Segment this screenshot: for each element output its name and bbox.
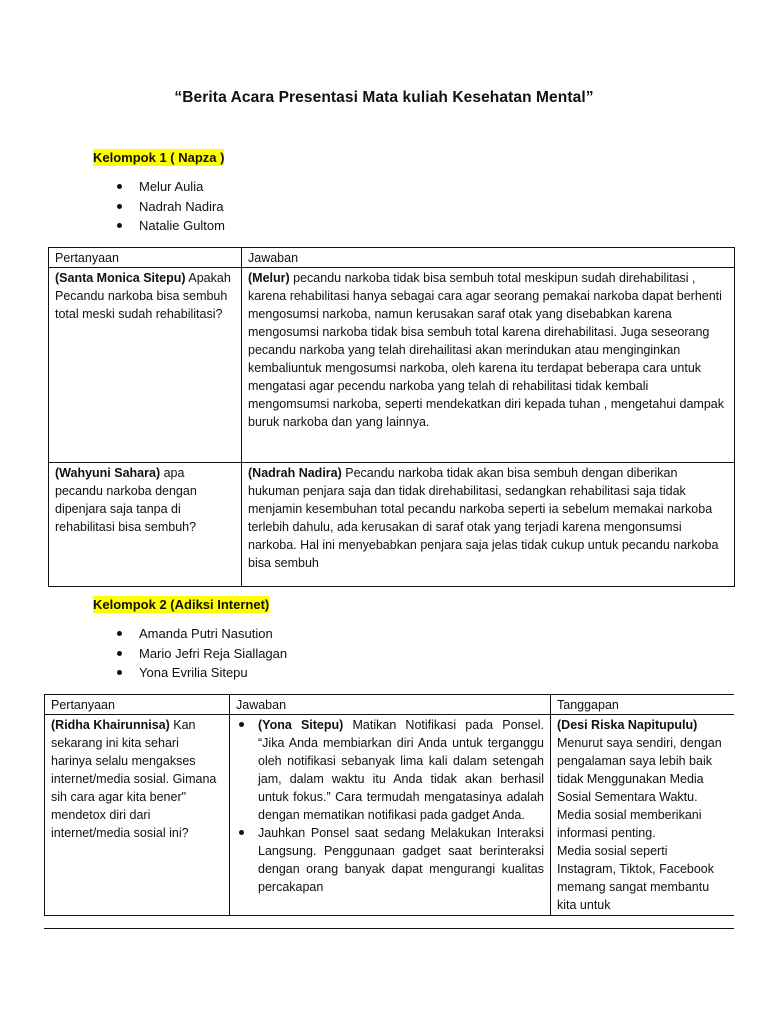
questioner-name: (Wahyuni Sahara)	[55, 466, 161, 480]
group2-member-list	[115, 624, 287, 683]
question-cell	[49, 268, 242, 463]
answer-text: pecandu narkoba tidak bisa sembuh total meskipun sudah direhabilitasi , karena rehabilitasi hanya sebagai cara agar seorang pemakai narkoba dapat berhenti mengosumsi narkoba, namun kerusakan saraf otak yang disebabkan karena mengosumsi narkoba tidak bisa sembuh total karena direhabilitasi. Juga seseorang pecandu narkoba yang telah direhailitasi akan merindukan atau menginginkan kembaliuntuk mengosumsi narkoba, oleh karena itu terdapat beberapa cara untuk mengatasi agar pecendu narkoba yang telah di rehabilitasi tidak kembali mengomsumsi narkoba, seperti mendekatkan diri kepada tuhan , mengetahui dampak buruk narkoba dan yang lainnya.	[248, 271, 724, 429]
document-title: “Berita Acara Presentasi Mata kuliah Kesehatan Mental”	[174, 89, 594, 106]
table-header-row	[45, 695, 735, 715]
responder-name: (Desi Riska Napitupulu)	[557, 718, 698, 732]
group1-table	[48, 247, 735, 587]
list-item: Nadrah Nadira	[115, 197, 225, 217]
table-header-row	[49, 248, 735, 268]
group2-heading	[93, 597, 269, 612]
answerer-name: (Yona Sitepu)	[258, 718, 344, 732]
answer-cell	[242, 268, 735, 463]
response-cell	[551, 715, 735, 916]
response-text: Menurut saya sendiri, dengan pengalaman saya lebih baik	[557, 736, 722, 768]
question-text: apa pecandu narkoba dengan dipenjara saja tanpa di rehabilitasi bisa sembuh?	[55, 466, 197, 534]
column-header-jawaban: Jawaban	[242, 248, 735, 268]
answer-text: Pecandu narkoba tidak akan bisa sembuh dengan diberikan hukuman penjara saja dan tidak direhabilitasi, sedangkan rehabilitasi saja tidak menjamin kesembuhan total pecandu narkoba seperti ia sebelum memakai narkoba terlebih dahulu, ada kerusakan di saraf otak yang terjadi karena mengonsumsi narkoba. Hal ini menyebabkan penjara saja jelas tidak cukup untuk pecandu narkoba bisa sembuh	[248, 466, 719, 570]
list-item: Mario Jefri Reja Siallagan	[115, 644, 287, 664]
answer-text: Matikan Notifikasi pada Ponsel. “Jika Anda membiarkan diri Anda untuk terganggu oleh notifikasi sebanyak lima kali dalam setengah jam, dalam waktu itu Anda tidak akan berhasil untuk fokus.” Cara termudah mengatasinya adalah dengan mematikan notifikasi pada gadget Anda.	[258, 718, 544, 822]
column-header-jawaban: Jawaban	[230, 695, 551, 715]
questioner-name: (Santa Monica Sitepu)	[55, 271, 186, 285]
list-item: Amanda Putri Nasution	[115, 624, 287, 644]
list-item: Yona Evrilia Sitepu	[115, 663, 287, 683]
list-item	[236, 716, 544, 824]
question-text: Kan sekarang ini kita sehari harinya selalu mengakses internet/media sosial. Gimana sih cara agar kita bener" mendetox diri dari internet/media sosial ini?	[51, 718, 217, 840]
group1-heading	[93, 150, 224, 165]
list-item: Natalie Gultom	[115, 216, 225, 236]
questioner-name: (Ridha Khairunnisa)	[51, 718, 170, 732]
column-header-pertanyaan: Pertanyaan	[49, 248, 242, 268]
response-text: Media sosial seperti Instagram, Tiktok, Facebook memang sangat membantu kita untuk	[557, 844, 715, 912]
column-header-tanggapan: Tanggapan	[551, 695, 735, 715]
answerer-name: (Melur)	[248, 271, 290, 285]
table-row	[49, 268, 735, 463]
question-text: Apakah Pecandu narkoba bisa sembuh total meski sudah rehabilitasi?	[55, 271, 231, 321]
group2-table	[44, 694, 734, 916]
answer-cell	[242, 463, 735, 587]
table-row	[45, 715, 735, 916]
group1-heading-text: Kelompok 1 ( Napza )	[93, 150, 225, 165]
answer-cell	[230, 715, 551, 916]
answer-text: Jauhkan Ponsel saat sedang Melakukan Interaksi Langsung. Penggunaan gadget saat berinteraksi dengan orang banyak dapat mengurangi kualitas percakapan	[258, 826, 544, 894]
question-cell	[45, 715, 230, 916]
column-header-pertanyaan: Pertanyaan	[45, 695, 230, 715]
answer-list	[236, 716, 544, 896]
question-cell	[49, 463, 242, 587]
group2-table-clip	[44, 694, 734, 929]
group2-heading-text: Kelompok 2 (Adiksi Internet)	[93, 597, 270, 612]
table-row	[49, 463, 735, 587]
response-text: tidak Menggunakan Media Sosial Sementara Waktu. Media sosial memberikani informasi penting.	[557, 772, 704, 840]
list-item	[236, 824, 544, 896]
group1-member-list	[115, 177, 225, 236]
answerer-name: (Nadrah Nadira)	[248, 466, 342, 480]
list-item: Melur Aulia	[115, 177, 225, 197]
